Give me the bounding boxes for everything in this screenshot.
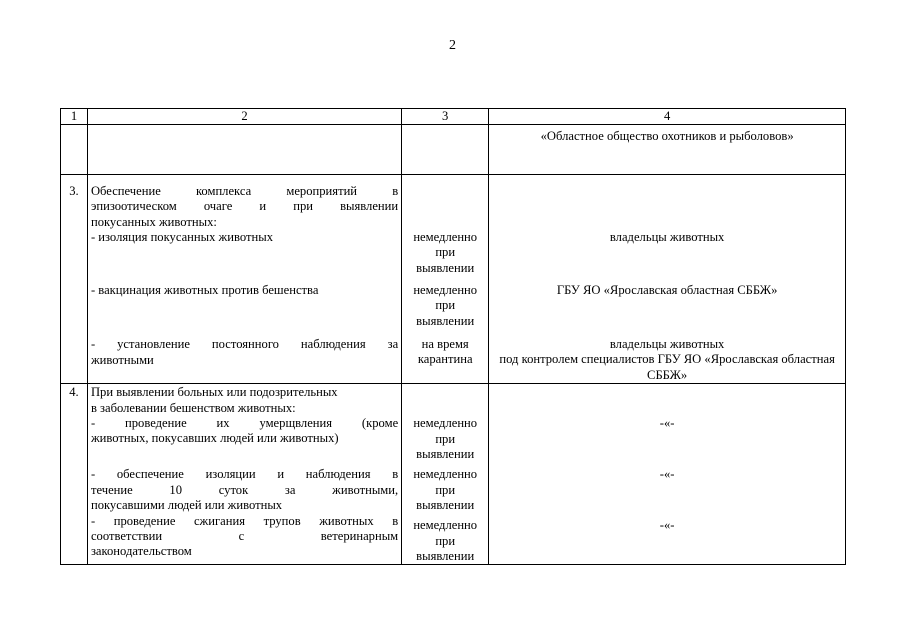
cont-num-cell — [61, 125, 88, 175]
term-text: немедленно при выявлении — [413, 283, 478, 328]
header-cell-3: 3 — [402, 109, 489, 125]
measure-item-line: - установление постоянного наблюдения за — [90, 337, 399, 352]
measure-intro-line: покусанных животных: — [90, 214, 217, 229]
measure-item-line: соответствии с ветеринарным — [90, 529, 399, 544]
measure-intro-line: При выявлении больных или подозрительных — [90, 385, 338, 400]
responsible-text: под контролем специалистов ГБУ ЯО «Ярославская областная СББЖ» — [499, 352, 835, 382]
table-header-row — [61, 109, 846, 125]
responsible-cell — [489, 384, 846, 565]
table-row-3 — [61, 175, 846, 384]
measure-intro-line: Обеспечение комплекса мероприятий в — [90, 184, 399, 198]
measure-item-line: животных, покусавших людей или животных) — [90, 431, 339, 446]
measure-intro-line: в заболевании бешенством животных: — [90, 400, 296, 415]
measure-item-line: - обеспечение изоляции и наблюдения в — [90, 467, 399, 482]
measure-item-line: - проведение их умерщвления (кроме — [90, 416, 399, 431]
measure-item: - вакцинация животных против бешенства — [90, 283, 319, 298]
measure-item-line: законодательством — [90, 544, 192, 559]
row-number: 3. — [61, 175, 88, 384]
responsible-text: владельцы животных — [609, 230, 725, 244]
measure-item-line: течение 10 суток за животными, — [90, 482, 399, 497]
term-cell — [402, 384, 489, 565]
term-text: немедленно при выявлении — [413, 230, 478, 275]
measure-item: - изоляция покусанных животных — [90, 230, 273, 245]
header-cell-4: 4 — [489, 109, 846, 125]
table-row-continuation — [61, 125, 846, 175]
table-row-4 — [61, 384, 846, 565]
cont-responsible-cell — [489, 125, 846, 175]
term-text: немедленно при выявлении — [413, 416, 478, 462]
term-text: немедленно при выявлении — [413, 467, 478, 513]
spacer — [492, 385, 842, 416]
term-cell — [402, 175, 489, 384]
responsible-text: владельцы животных — [609, 337, 725, 351]
measure-item-line: покусавшими людей или животных — [90, 498, 283, 513]
cont-term-cell — [402, 125, 489, 175]
responsible-text: -«- — [659, 467, 675, 482]
header-cell-1: 1 — [61, 109, 88, 125]
measure-intro-line: эпизоотическом очаге и при выявлении — [90, 199, 399, 214]
page-number: 2 — [449, 38, 456, 53]
measure-item-line: - проведение сжигания трупов животных в — [90, 513, 399, 528]
responsible-cell — [489, 175, 846, 384]
spacer — [405, 184, 485, 230]
measure-cell — [87, 175, 401, 384]
responsible-text: ГБУ ЯО «Ярославская областная СББЖ» — [556, 283, 778, 297]
cont-measure-cell — [87, 125, 401, 175]
org-name: «Областное общество охотников и рыболовов» — [540, 129, 794, 143]
term-text: на время карантина — [417, 337, 473, 367]
measure-item-line: животными — [90, 352, 154, 367]
term-text: немедленно при выявлении — [413, 518, 478, 564]
spacer — [492, 184, 842, 230]
spacer — [405, 385, 485, 416]
row-number: 4. — [61, 384, 88, 565]
header-cell-2: 2 — [87, 109, 401, 125]
responsible-text: -«- — [659, 518, 675, 533]
measures-table — [60, 108, 846, 565]
responsible-text: -«- — [659, 416, 675, 431]
measure-cell — [87, 384, 401, 565]
